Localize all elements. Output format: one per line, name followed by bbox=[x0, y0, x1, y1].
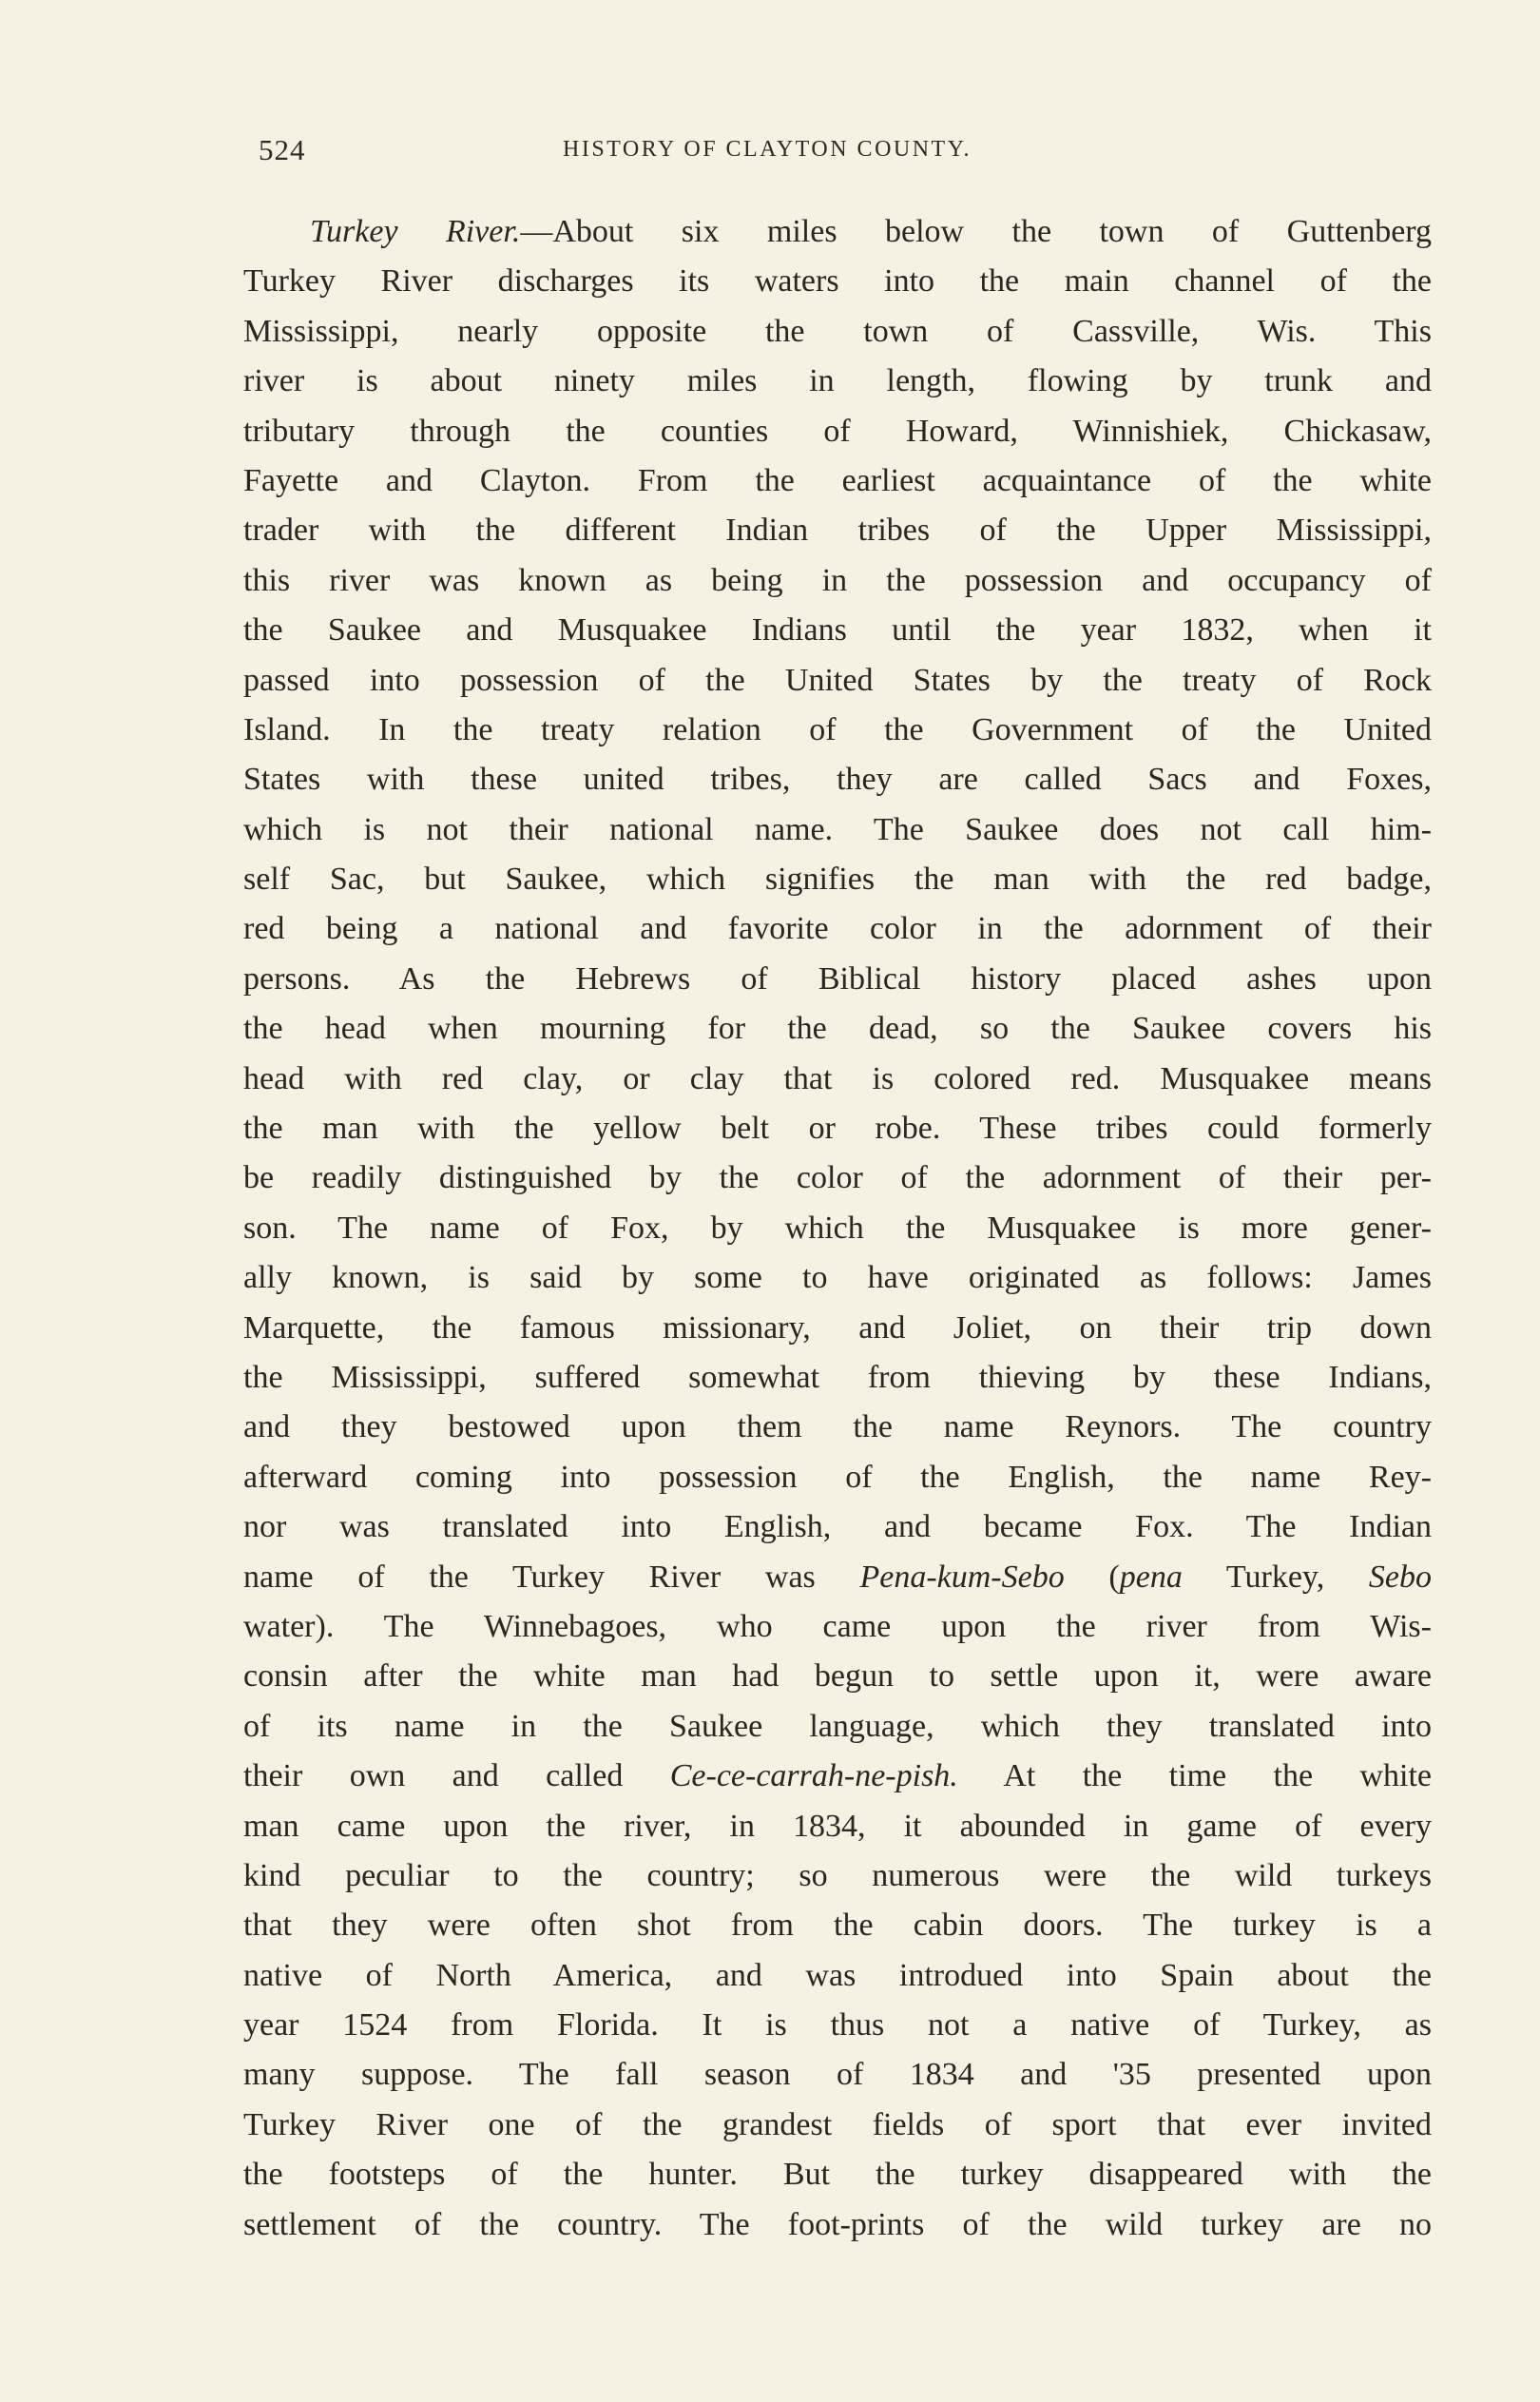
text-segment: the footsteps of the hunter. But the turkey disappeared with the bbox=[243, 2157, 1432, 2193]
text-line bbox=[243, 556, 1432, 606]
text-line bbox=[243, 2101, 1432, 2150]
text-segment: which is not their national name. The Saukee does not call him- bbox=[243, 811, 1432, 847]
text-segment: Turkey, bbox=[1182, 1559, 1369, 1595]
text-line bbox=[243, 207, 1432, 257]
text-segment: passed into possession of the United States by the treaty of Rock bbox=[243, 662, 1432, 698]
text-segment: settlement of the country. The foot-prints of the wild turkey are no bbox=[243, 2206, 1432, 2242]
text-segment: this river was known as being in the possession and occupancy of bbox=[243, 562, 1432, 598]
text-line bbox=[243, 2050, 1432, 2100]
text-segment: name of the Turkey River was bbox=[243, 1559, 860, 1595]
text-line bbox=[243, 955, 1432, 1004]
text-line bbox=[243, 2200, 1432, 2250]
text-segment: persons. As the Hebrews of Biblical history placed ashes upon bbox=[243, 960, 1432, 997]
text-segment: Fayette and Clayton. From the earliest acquaintance of the white bbox=[243, 462, 1432, 498]
text-segment: many suppose. The fall season of 1834 and '35 presented upon bbox=[243, 2057, 1432, 2093]
text-segment: Marquette, the famous missionary, and Joliet, on their trip down bbox=[243, 1309, 1432, 1346]
text-segment: of its name in the Saukee language, which they translated into bbox=[243, 1708, 1432, 1744]
text-segment: —About six miles below the town of Guttenberg bbox=[520, 214, 1433, 249]
text-line bbox=[243, 456, 1432, 506]
text-line bbox=[243, 1951, 1432, 2001]
text-line bbox=[243, 755, 1432, 804]
text-segment: river is about ninety miles in length, flowing by trunk and bbox=[243, 363, 1432, 399]
text-line bbox=[243, 1153, 1432, 1203]
text-segment: be readily distinguished by the color of the adornment of their per- bbox=[243, 1160, 1432, 1196]
text-line bbox=[243, 307, 1432, 357]
text-segment: self Sac, but Saukee, which signifies the man with the red badge, bbox=[243, 862, 1432, 898]
text-line bbox=[243, 1602, 1432, 1652]
text-line bbox=[243, 257, 1432, 306]
text-line bbox=[243, 506, 1432, 555]
text-segment: ally known, is said by some to have originated as follows: James bbox=[243, 1260, 1432, 1296]
text-segment: their own and called bbox=[243, 1758, 670, 1794]
text-segment: kind peculiar to the country; so numerous were the wild turkeys bbox=[243, 1857, 1432, 1893]
italic-text: Turkey River. bbox=[310, 214, 521, 249]
text-line bbox=[243, 855, 1432, 904]
text-line bbox=[243, 1055, 1432, 1104]
text-line bbox=[243, 357, 1432, 406]
text-segment: the Saukee and Musquakee Indians until the year 1832, when it bbox=[243, 612, 1432, 649]
text-segment: consin after the white man had begun to settle upon it, were aware bbox=[243, 1658, 1432, 1695]
text-line bbox=[243, 1304, 1432, 1353]
text-segment: Turkey River discharges its waters into the main channel of the bbox=[243, 263, 1432, 300]
text-segment: States with these united tribes, they are called Sacs and Foxes, bbox=[243, 762, 1432, 798]
text-line bbox=[243, 1104, 1432, 1153]
text-segment: water). The Winnebagoes, who came upon the river from Wis- bbox=[243, 1608, 1432, 1644]
text-line bbox=[243, 606, 1432, 655]
text-line bbox=[243, 1553, 1432, 1602]
text-segment: trader with the different Indian tribes of the Upper Mississippi, bbox=[243, 513, 1432, 549]
text-segment: tributary through the counties of Howard, Winnishiek, Chickasaw, bbox=[243, 413, 1432, 449]
text-segment: year 1524 from Florida. It is thus not a native of Turkey, as bbox=[243, 2007, 1432, 2044]
text-line bbox=[243, 1851, 1432, 1901]
text-line bbox=[243, 1253, 1432, 1303]
text-line bbox=[243, 2150, 1432, 2199]
text-segment: afterward coming into possession of the English, the name Rey- bbox=[243, 1459, 1432, 1495]
text-line bbox=[243, 656, 1432, 706]
text-line bbox=[243, 1901, 1432, 1950]
text-segment: Mississippi, nearly opposite the town of Cassville, Wis. This bbox=[243, 313, 1432, 349]
text-segment: the Mississippi, suffered somewhat from thieving by these Indians, bbox=[243, 1359, 1432, 1395]
italic-text: Pena-kum-Sebo bbox=[859, 1559, 1065, 1595]
text-line bbox=[243, 904, 1432, 954]
page-header bbox=[259, 133, 1428, 181]
text-line bbox=[243, 1403, 1432, 1452]
text-line bbox=[243, 1502, 1432, 1552]
italic-text: Ce-ce-carrah-ne-pish. bbox=[669, 1758, 958, 1794]
text-line bbox=[243, 1453, 1432, 1502]
text-line bbox=[243, 1652, 1432, 1701]
text-segment: red being a national and favorite color in the adornment of their bbox=[243, 911, 1432, 947]
page-number: 524 bbox=[259, 133, 306, 166]
text-segment: At the time the white bbox=[957, 1758, 1432, 1794]
text-segment: Turkey River one of the grandest fields of sport that ever invited bbox=[243, 2106, 1432, 2142]
text-segment: the man with the yellow belt or robe. These tribes could formerly bbox=[243, 1111, 1432, 1147]
text-segment: man came upon the river, in 1834, it abounded in game of every bbox=[243, 1808, 1432, 1844]
text-segment: Island. In the treaty relation of the Government of the United bbox=[243, 711, 1432, 747]
text-line bbox=[243, 1353, 1432, 1403]
text-segment: and they bestowed upon them the name Reynors. The country bbox=[243, 1409, 1432, 1445]
text-segment: head with red clay, or clay that is colored red. Musquakee means bbox=[243, 1060, 1432, 1096]
text-line bbox=[243, 2001, 1432, 2050]
text-line bbox=[243, 407, 1432, 456]
text-line bbox=[243, 706, 1432, 755]
italic-text: Sebo bbox=[1368, 1559, 1432, 1595]
text-line bbox=[243, 805, 1432, 855]
text-segment: son. The name of Fox, by which the Musquakee is more gener- bbox=[243, 1210, 1432, 1246]
text-segment: ( bbox=[1064, 1559, 1120, 1595]
text-line bbox=[243, 1204, 1432, 1253]
body-text bbox=[243, 207, 1432, 2250]
italic-text: pena bbox=[1119, 1559, 1183, 1595]
text-segment: that they were often shot from the cabin doors. The turkey is a bbox=[243, 1908, 1432, 1944]
text-line bbox=[243, 1702, 1432, 1752]
text-line bbox=[243, 1004, 1432, 1054]
text-segment: nor was translated into English, and became Fox. The Indian bbox=[243, 1509, 1432, 1545]
text-segment: native of North America, and was introdued into Spain about the bbox=[243, 1957, 1432, 1993]
text-line bbox=[243, 1802, 1432, 1851]
text-segment: the head when mourning for the dead, so the Saukee covers his bbox=[243, 1011, 1432, 1047]
text-line bbox=[243, 1752, 1432, 1801]
running-title: HISTORY OF CLAYTON COUNTY. bbox=[563, 137, 972, 162]
